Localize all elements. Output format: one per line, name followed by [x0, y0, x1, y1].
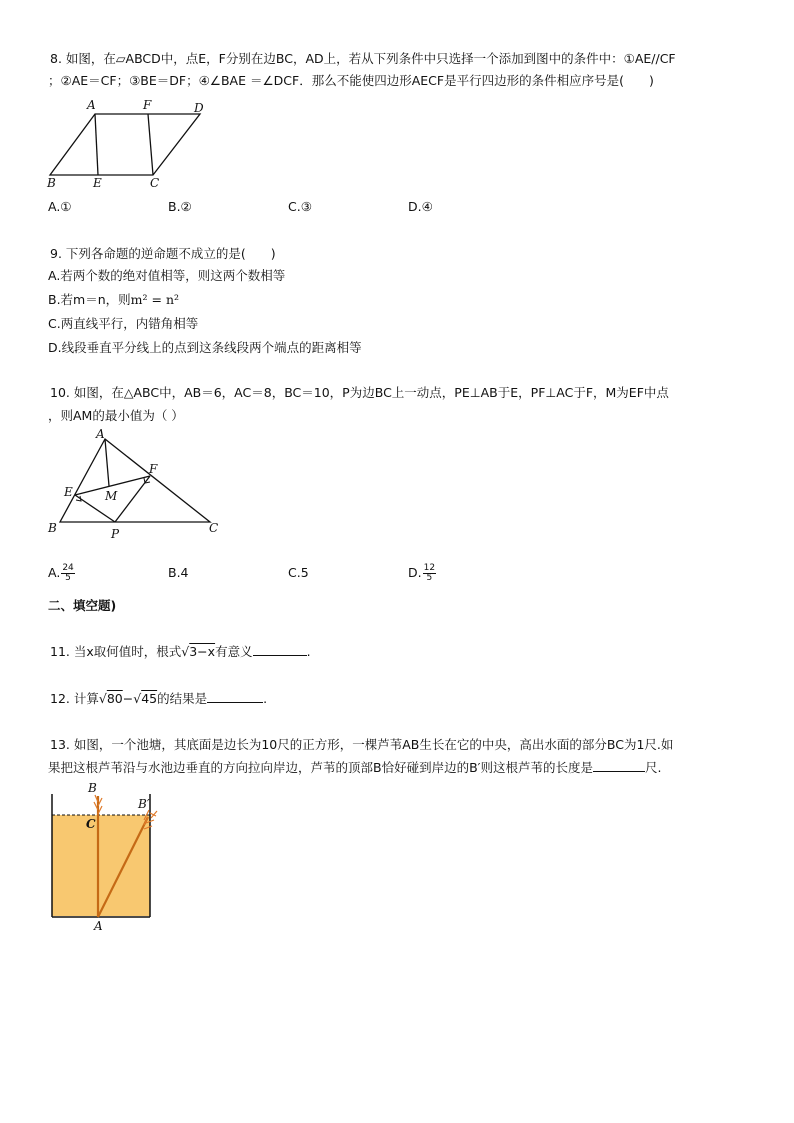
q10-choice-a-numerator: 24 [62, 563, 74, 573]
q10-choice-d-numerator: 12 [423, 563, 436, 573]
q9-option-b-expr: m² = n² [130, 292, 180, 307]
q10-choice-a-denominator: 5 [65, 573, 71, 583]
q12-suffix: 的结果是 [157, 691, 208, 706]
q11-answer-blank[interactable] [253, 644, 307, 656]
q13-pond-figure [40, 780, 180, 935]
q12-stem [50, 690, 267, 708]
q8-choice-a[interactable]: A.① [48, 199, 72, 214]
q10-choice-b[interactable]: B.4 [168, 565, 189, 580]
q12-radical-1: √80 [98, 691, 123, 706]
q8-parallelogram-figure [40, 95, 220, 195]
q10-label-A: A [96, 427, 105, 441]
q8-label-C: C [150, 176, 160, 190]
q11-stem [50, 643, 311, 661]
q10-choice-c[interactable]: C.5 [288, 565, 309, 580]
section-heading-fill-in: 二、填空题) [48, 598, 117, 613]
q12-prefix: 12. 计算 [50, 691, 99, 706]
q12-minus: − [122, 691, 134, 706]
q12-radicand-1: 80 [106, 691, 123, 706]
q8-label-D: D [194, 101, 204, 115]
q10-label-B: B [48, 521, 57, 535]
q11-end: . [306, 644, 311, 659]
q13-line2-suffix: 尺. [645, 760, 662, 775]
q9-option-b[interactable] [48, 291, 179, 309]
q13-line2-text: 果把这根芦苇沿与水池边垂直的方向拉向岸边，芦苇的顶部B恰好碰到岸边的B′则这根芦苇的长度是 [48, 760, 593, 775]
q11-prefix: 11. 当x取何值时，根式 [50, 644, 182, 659]
q10-label-E: E [64, 485, 73, 499]
q13-stem-line1: 13. 如图，一个池塘，其底面是边长为10尺的正方形，一棵芦苇AB生长在它的中央，高出水面的部分BC为1尺.如 [50, 737, 674, 752]
q10-label-F: F [149, 462, 158, 476]
q10-triangle-figure [45, 428, 230, 543]
q10-choice-d[interactable] [408, 564, 436, 583]
q9-option-a[interactable]: A.若两个数的绝对值相等，则这两个数相等 [48, 268, 286, 283]
q10-label-M: M [105, 489, 118, 503]
q10-label-C: C [209, 521, 219, 535]
q8-stem-line1: 8. 如图，在▱ABCD中，点E，F分别在边BC，AD上，若从下列条件中只选择一个添加到图中的条件中：①AE//CF [50, 51, 676, 66]
q12-answer-blank[interactable] [207, 691, 263, 703]
q10-label-P: P [111, 527, 120, 541]
q8-stem-line2: ；②AE＝CF；③BE＝DF；④∠BAE ＝∠DCF．那么不能使四边形AECF是平行四边形的条件相应序号是( ) [48, 73, 654, 88]
q13-label-A: A [94, 919, 103, 933]
q13-answer-blank[interactable] [593, 760, 645, 772]
q10-choice-a-fraction [61, 564, 74, 583]
q12-radical-2: √45 [133, 691, 158, 706]
q9-stem: 9. 下列各命题的逆命题不成立的是( ) [50, 246, 276, 261]
q9-option-d[interactable]: D.线段垂直平分线上的点到这条线段两个端点的距离相等 [48, 340, 362, 355]
q8-label-A: A [87, 98, 96, 112]
q13-stem-line2 [48, 759, 661, 777]
q8-label-B: B [47, 176, 56, 190]
q10-choice-d-fraction [423, 564, 436, 583]
q10-choice-a[interactable] [48, 564, 75, 583]
q10-choice-d-prefix: D. [408, 565, 422, 580]
q13-label-B-prime: B′ [138, 797, 150, 811]
q8-choice-b[interactable]: B.② [168, 199, 192, 214]
q8-choice-c[interactable]: C.③ [288, 199, 312, 214]
q11-radicand: 3−x [189, 644, 216, 659]
q9-option-c[interactable]: C.两直线平行，内错角相等 [48, 316, 199, 331]
q13-label-C: C [86, 817, 96, 831]
q13-water-area [52, 815, 150, 916]
q13-label-B: B [88, 781, 97, 795]
q11-suffix: 有意义 [215, 644, 253, 659]
q12-end: . [263, 691, 268, 706]
q8-label-F: F [143, 98, 152, 112]
q9-option-b-text: B.若m＝n，则 [48, 292, 131, 307]
q10-stem-line2: ，则AM的最小值为（ ） [48, 408, 184, 423]
q10-choice-d-denominator: 5 [426, 573, 433, 583]
q11-radical: √3−x [181, 644, 216, 659]
q10-stem-line1: 10. 如图，在△ABC中，AB＝6，AC＝8，BC＝10，P为边BC上一动点，PE⊥AB于E，PF⊥AC于F，M为EF中点 [50, 385, 669, 400]
q10-choice-a-prefix: A. [48, 565, 61, 580]
q8-label-E: E [93, 176, 102, 190]
q8-choice-d[interactable]: D.④ [408, 199, 433, 214]
q12-radicand-2: 45 [141, 691, 158, 706]
